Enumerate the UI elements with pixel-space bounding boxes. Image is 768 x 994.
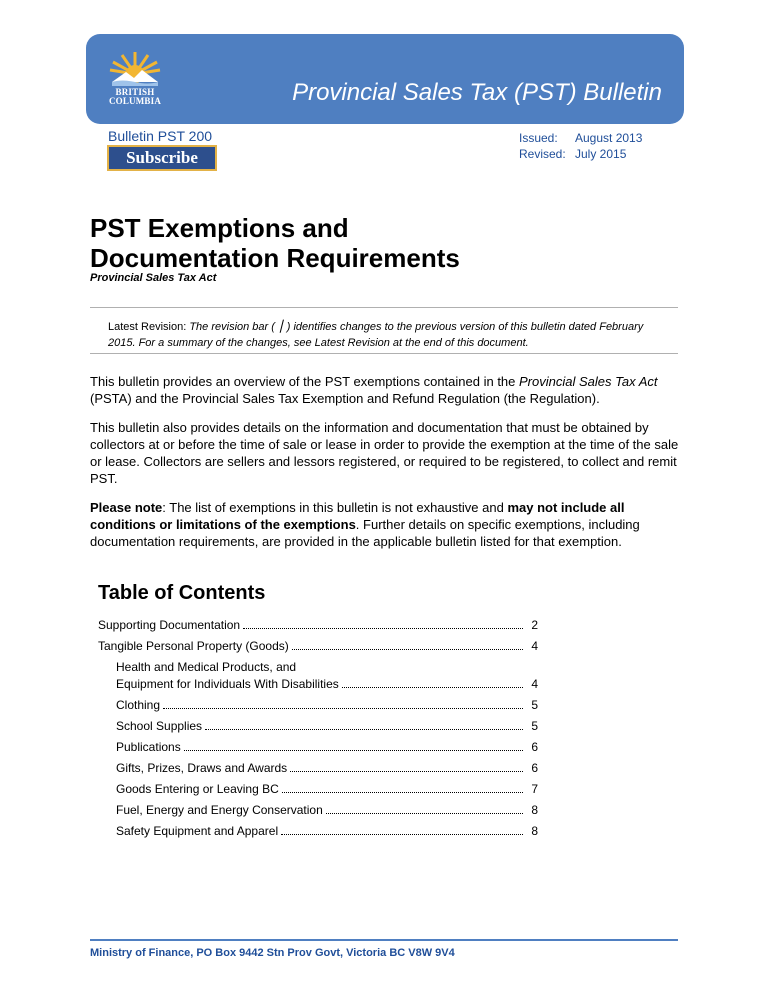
logo-line-1: BRITISH (115, 87, 155, 97)
issued-value: August 2013 (575, 131, 643, 145)
footer-address: Ministry of Finance, PO Box 9442 Stn Prov Govt, Victoria BC V8W 9V4 (90, 947, 455, 959)
table-of-contents (98, 618, 538, 845)
toc-entry-page: 2 (531, 618, 538, 632)
bulletin-banner (86, 34, 684, 124)
please-note-label: Please note (90, 500, 163, 515)
toc-entry[interactable] (98, 660, 538, 698)
banner-title: Provincial Sales Tax (PST) Bulletin (292, 79, 662, 106)
latest-revision-note (108, 319, 668, 351)
toc-entry-title: Gifts, Prizes, Draws and Awards (116, 761, 288, 775)
revision-text: The revision bar ( ⎮ ) identifies changes to the previous version of this bulletin dated February 2015. For a summary of the changes, see Latest Revision at the end of this document. (108, 321, 644, 349)
toc-entry-title: School Supplies (116, 719, 203, 733)
title-line-2: Documentation Requirements (90, 243, 460, 273)
toc-entry-title: Goods Entering or Leaving BC (116, 782, 279, 796)
intro-paragraph (90, 373, 680, 407)
toc-leader (342, 686, 523, 688)
toc-entry[interactable] (98, 740, 538, 761)
documentation-paragraph: This bulletin also provides details on the information and documentation that must be obtained by collectors at or before the time of sale or lease in order to provide the exemption at the time of the sale or lease. Collectors are sellers and lessors registered, or required to be registered, to collect and remit PST. (90, 420, 679, 486)
toc-entry[interactable] (98, 618, 538, 639)
bc-logo-text (100, 88, 170, 106)
p1-text-b: (PSTA) and the Provincial Sales Tax Exemption and Refund Regulation (the Regulation). (90, 391, 600, 406)
toc-entry[interactable] (98, 782, 538, 803)
p3-text-a: : The list of exemptions in this bulletin is not exhaustive and (162, 500, 508, 515)
toc-entry[interactable] (98, 639, 538, 660)
please-note-paragraph (90, 499, 680, 550)
document-subtitle: Provincial Sales Tax Act (90, 272, 217, 284)
toc-entry-title-line-2: Equipment for Individuals With Disabilities (116, 677, 339, 691)
divider-top (90, 307, 678, 308)
toc-leader (205, 728, 523, 730)
toc-entry-page: 7 (531, 782, 538, 796)
toc-entry-title: Safety Equipment and Apparel (116, 824, 279, 838)
toc-entry-page: 8 (531, 824, 538, 838)
toc-heading: Table of Contents (98, 582, 266, 604)
toc-leader (281, 833, 523, 835)
toc-leader (292, 648, 523, 650)
toc-leader (282, 791, 523, 793)
bc-logo (100, 48, 170, 110)
toc-leader (184, 749, 523, 751)
p1-act-name: Provincial Sales Tax Act (519, 374, 658, 389)
document-title (90, 213, 460, 273)
revised-label: Revised: (519, 147, 566, 161)
toc-entry-title: Publications (116, 740, 181, 754)
sun-over-mountains-icon (100, 48, 170, 88)
bulletin-dates (519, 130, 642, 162)
toc-entry-title: Clothing (116, 698, 161, 712)
toc-entry[interactable] (98, 698, 538, 719)
divider-bottom (90, 353, 678, 354)
logo-line-2: COLUMBIA (108, 96, 162, 106)
toc-leader (243, 627, 523, 629)
toc-entry[interactable] (98, 719, 538, 740)
toc-entry-page: 6 (531, 761, 538, 775)
bulletin-number: Bulletin PST 200 (108, 128, 213, 144)
toc-entry[interactable] (98, 824, 538, 845)
toc-entry-title: Supporting Documentation (98, 618, 241, 632)
toc-leader (163, 707, 523, 709)
p3-emphasis: may not include all conditions or limitations of the exemptions (90, 500, 625, 532)
p1-text-a: This bulletin provides an overview of the PST exemptions contained in the (90, 374, 519, 389)
toc-entry-page: 4 (531, 677, 538, 691)
toc-leader (326, 812, 523, 814)
title-line-1: PST Exemptions and (90, 213, 349, 243)
toc-entry-title: Fuel, Energy and Energy Conservation (116, 803, 323, 817)
toc-entry-page: 5 (531, 698, 538, 712)
toc-entry-page: 4 (531, 639, 538, 653)
issued-label: Issued: (519, 131, 558, 145)
toc-entry-title: Tangible Personal Property (Goods) (98, 639, 289, 653)
toc-entry[interactable] (98, 761, 538, 782)
toc-leader (290, 770, 523, 772)
footer-divider (90, 939, 678, 941)
toc-entry-page: 8 (531, 803, 538, 817)
revised-value: July 2015 (575, 147, 627, 161)
subscribe-button[interactable]: Subscribe (107, 145, 217, 171)
p3-text-b: . Further details on specific exemptions, including documentation requirements, are provided in the applicable bulletin listed for that exemption. (90, 517, 640, 549)
toc-entry-page: 5 (531, 719, 538, 733)
revision-label: Latest Revision: (108, 321, 187, 333)
toc-entry-page: 6 (531, 740, 538, 754)
toc-entry[interactable] (98, 803, 538, 824)
toc-entry-title-line-1: Health and Medical Products, and (116, 660, 297, 674)
